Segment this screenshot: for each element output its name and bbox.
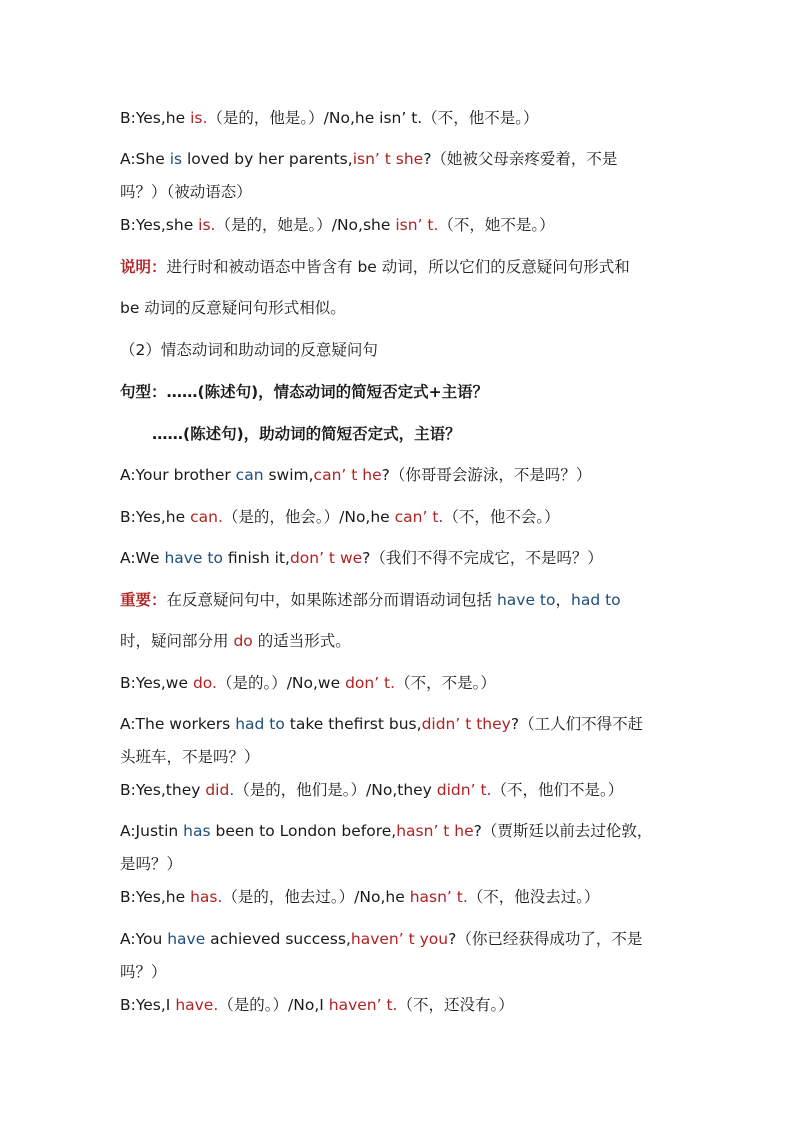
text-segment: （是的，他是。）/No,he isn’ t.（不，他不是。） (207, 109, 539, 127)
text-segment: B:Yes,he (120, 109, 191, 127)
text-segment: has (183, 822, 211, 840)
text-segment: did. (205, 781, 235, 799)
text-line (120, 298, 695, 318)
text-segment: 头班车，不是吗？） (120, 748, 260, 766)
text-segment: has. (190, 888, 223, 906)
text-line (120, 507, 695, 527)
text-segment: can (235, 466, 264, 484)
text-segment: （是的，他们是。）/No,they (234, 781, 437, 799)
text-segment: have (167, 930, 206, 948)
text-segment: B:Yes,they (120, 781, 206, 799)
text-segment: had to (235, 715, 285, 733)
text-line (120, 108, 695, 128)
text-segment: A:Your brother (120, 466, 236, 484)
text-segment: been to London before, (210, 822, 397, 840)
text-segment: loved by her parents, (182, 150, 353, 168)
text-segment: isn’ t she (352, 150, 424, 168)
text-segment: ?（你哥哥会游泳，不是吗？） (381, 466, 592, 484)
text-segment: is. (190, 109, 208, 127)
text-line (120, 257, 695, 277)
text-segment: 进行时和被动语态中皆含有 be 动词，所以它们的反意疑问句形式和 (166, 258, 630, 276)
text-segment: ?（你已经获得成功了，不是 (448, 930, 643, 948)
text-line (120, 714, 695, 734)
text-segment: （不，还没有。） (397, 996, 514, 1014)
text-line (120, 995, 695, 1015)
text-line (120, 673, 695, 693)
text-segment: take thefirst bus, (284, 715, 422, 733)
text-line (120, 149, 695, 169)
text-segment: A:She (120, 150, 170, 168)
text-segment: 时，疑问部分用 (120, 632, 234, 650)
text-line (120, 929, 695, 949)
text-segment: B:Yes,he (120, 508, 191, 526)
text-segment: B:Yes,he (120, 888, 191, 906)
text-segment: 说明： (120, 258, 167, 276)
text-segment: is. (198, 216, 216, 234)
text-segment: 重要： (120, 591, 167, 609)
text-line (120, 962, 695, 982)
text-segment: have. (175, 996, 219, 1014)
text-segment: can’ t. (394, 508, 444, 526)
text-segment: had to (571, 591, 621, 609)
text-segment: have to (496, 591, 556, 609)
text-segment: do (233, 632, 253, 650)
text-segment: hasn’ t he (396, 822, 474, 840)
text-segment: have to (164, 549, 223, 567)
text-segment: 在反意疑问句中，如果陈述部分而谓语动词包括 (166, 591, 497, 609)
text-segment: （是的，他去过。）/No,he (222, 888, 410, 906)
pattern-line (120, 382, 695, 402)
text-line (120, 548, 695, 568)
text-segment: do. (192, 674, 217, 692)
text-segment: ， (555, 591, 571, 609)
text-segment: （不，他不会。） (443, 508, 560, 526)
text-segment: A:You (120, 930, 168, 948)
text-segment: didn’ t they (421, 715, 511, 733)
text-segment: ?（贾斯廷以前去过伦敦， (473, 822, 653, 840)
text-line (120, 631, 695, 651)
text-segment: （是的，她是。）/No,she (215, 216, 396, 234)
text-segment: A:The workers (120, 715, 236, 733)
text-segment: （不，她不是。） (438, 216, 555, 234)
text-segment: didn’ t. (436, 781, 492, 799)
text-line (120, 215, 695, 235)
text-segment: haven’ t. (328, 996, 398, 1014)
text-segment: swim, (263, 466, 314, 484)
text-segment: achieved success, (205, 930, 351, 948)
text-segment: （不，他们不是。） (491, 781, 624, 799)
text-segment: 的适当形式。 (252, 632, 351, 650)
text-segment: 是吗？） (120, 855, 183, 873)
text-segment: B:Yes,we (120, 674, 193, 692)
text-line (120, 590, 695, 610)
pattern-line (152, 424, 727, 444)
text-segment: B:Yes,I (120, 996, 176, 1014)
text-segment: hasn’ t. (409, 888, 468, 906)
text-segment: ?（工人们不得不赶 (510, 715, 644, 733)
text-line (120, 887, 695, 907)
text-segment: B:Yes,she (120, 216, 199, 234)
text-segment: haven’ t you (350, 930, 449, 948)
text-segment: ……(陈述句)，助动词的简短否定式，主语？ (152, 425, 461, 443)
text-segment: （2）情态动词和助动词的反意疑问句 (120, 341, 378, 359)
text-line (120, 465, 695, 485)
text-segment: don’ t we (289, 549, 363, 567)
text-segment: （不，不是。） (395, 674, 496, 692)
text-segment: A:Justin (120, 822, 184, 840)
text-segment: 吗？） (120, 963, 167, 981)
text-segment: don’ t. (345, 674, 396, 692)
text-segment: （是的，他会。）/No,he (222, 508, 395, 526)
text-segment: （是的。）/No,I (218, 996, 329, 1014)
text-segment: 句型：……(陈述句)，情态动词的简短否定式+主语？ (120, 383, 489, 401)
text-segment: finish it, (222, 549, 290, 567)
text-line (120, 182, 695, 202)
text-segment: can’ t he (313, 466, 382, 484)
text-line (120, 854, 695, 874)
text-segment: be 动词的反意疑问句形式相似。 (120, 299, 346, 317)
text-segment: is (169, 150, 183, 168)
text-line (120, 747, 695, 767)
text-line (120, 780, 695, 800)
text-segment: （不，他没去过。） (467, 888, 600, 906)
text-segment: ?（我们不得不完成它，不是吗？） (362, 549, 603, 567)
text-segment: A:We (120, 549, 165, 567)
section-heading (120, 340, 695, 360)
text-line (120, 821, 695, 841)
text-segment: isn’ t. (395, 216, 439, 234)
text-segment: （是的。）/No,we (216, 674, 346, 692)
text-segment: can. (190, 508, 223, 526)
text-segment: 吗？）（被动语态） (120, 183, 252, 201)
text-segment: ?（她被父母亲疼爱着，不是 (423, 150, 618, 168)
